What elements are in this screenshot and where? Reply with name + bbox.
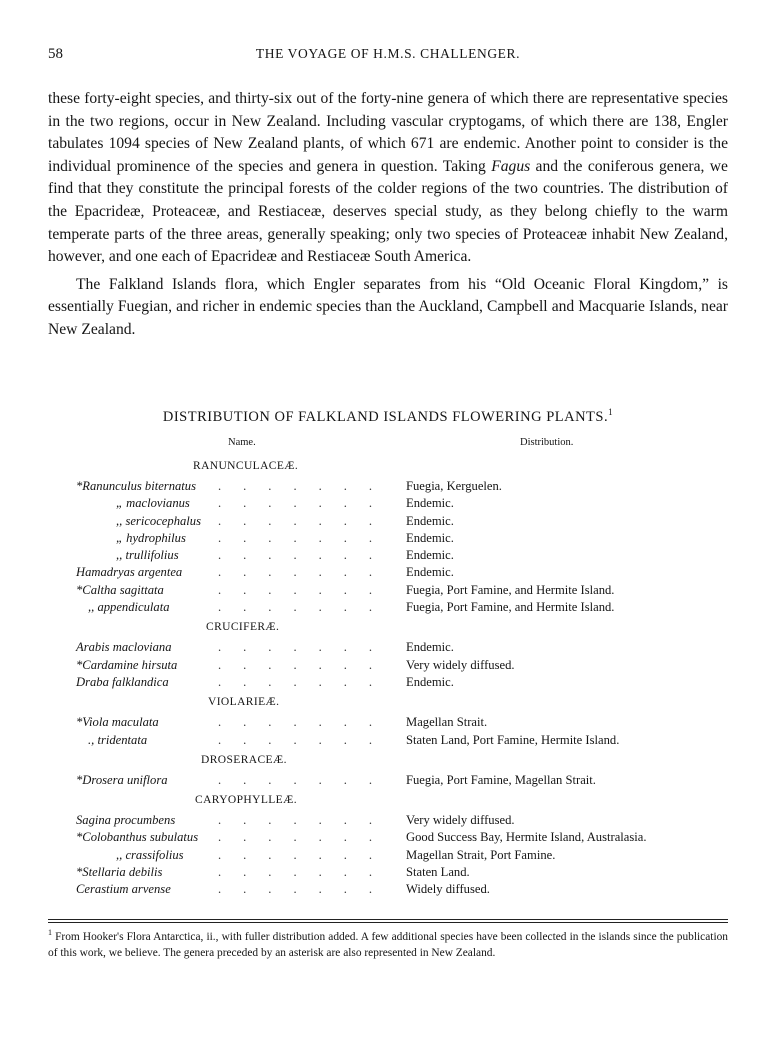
table-row [48, 478, 728, 495]
distribution-table [48, 455, 728, 899]
species-distribution: Widely diffused. [406, 882, 490, 897]
family-row [48, 455, 728, 478]
species-distribution: Fuegia, Port Famine, and Hermite Island. [406, 600, 615, 615]
species-distribution: Staten Land, Port Famine, Hermite Island. [406, 732, 620, 747]
table-title-footnote-mark: 1 [608, 407, 614, 417]
leader-dots: ....... [218, 496, 395, 511]
species-distribution: Fuegia, Kerguelen. [406, 479, 502, 493]
column-header-name: Name. [228, 437, 256, 448]
family-cruciferae: CRUCIFERÆ. [206, 621, 280, 634]
leader-dots: ....... [218, 715, 395, 730]
fagus-italic: Fagus [491, 157, 531, 175]
species-name: *Viola maculata [76, 715, 159, 730]
table-row [48, 564, 728, 581]
page-header [48, 46, 728, 68]
species-name: ,, appendiculata [88, 600, 170, 615]
leader-dots: ....... [218, 513, 395, 528]
species-distribution: Endemic. [406, 496, 454, 511]
table-row [48, 772, 728, 789]
species-name: ,, sericocephalus [116, 513, 201, 528]
table-row [48, 674, 728, 691]
species-distribution: Endemic. [406, 565, 454, 580]
species-name: Arabis macloviana [76, 640, 172, 655]
table-row [48, 547, 728, 564]
species-distribution: Endemic. [406, 548, 454, 563]
table-title-text: DISTRIBUTION OF FALKLAND ISLANDS FLOWERING PLANTS. [162, 408, 609, 425]
table-row [48, 847, 728, 864]
species-distribution: Magellan Strait. [406, 715, 488, 730]
leader-dots: ....... [218, 847, 395, 862]
species-name: „ hydrophilus [116, 530, 186, 545]
species-name: ,, trullifolius [116, 548, 179, 563]
paragraph-1-part-a: these forty-eight species, and thirty-six out of the forty-nine genera of which there are representative species in the two regions, occur in New Zealand. Including vascular cryptogams, of which there are 138, Engler tabulates 1094 species of New Zealand plants, of which 671 are endemic. Another point to consider is the individual prominence of the species and genera in question. Taking [48, 90, 728, 175]
species-distribution: Very widely diffused. [406, 813, 515, 828]
leader-dots: ....... [218, 479, 395, 493]
footnote-rule [48, 922, 728, 923]
species-distribution: Endemic. [406, 640, 454, 655]
species-distribution: Very widely diffused. [406, 657, 515, 672]
leader-dots: ....... [218, 530, 395, 545]
leader-dots: ....... [218, 882, 395, 897]
table-row [48, 599, 728, 616]
species-distribution: Staten Land. [406, 865, 470, 880]
footnote-mark: 1 [48, 928, 52, 937]
leader-dots: ....... [218, 640, 395, 655]
family-row [48, 691, 728, 714]
table-row [48, 864, 728, 881]
column-header-distribution: Distribution. [520, 437, 574, 448]
leader-dots: ....... [218, 772, 395, 787]
table-bottom-rule [48, 919, 728, 920]
species-name: *Ranunculus biternatus [76, 479, 196, 493]
leader-dots: ....... [218, 600, 395, 615]
leader-dots: ....... [218, 830, 395, 845]
table-title [48, 407, 728, 426]
family-row [48, 749, 728, 772]
table-row [48, 812, 728, 829]
table-row [48, 881, 728, 898]
species-name: Sagina procumbens [76, 813, 176, 828]
table-row [48, 732, 728, 749]
table-row [48, 530, 728, 547]
leader-dots: ....... [218, 813, 395, 828]
species-name: *Caltha sagittata [76, 582, 164, 597]
species-name: *Colobanthus subulatus [76, 830, 199, 845]
species-name: Draba falklandica [76, 674, 169, 689]
footnote-text: From Hooker's Flora Antarctica, ii., with fuller distribution added. A few additional species have been collected in the islands since the publication of this work, we believe. The genera preceded by an asterisk are also represented in New Zealand. [48, 930, 728, 960]
species-name: ., tridentata [88, 732, 148, 747]
table-row [48, 513, 728, 530]
family-droseraceae: DROSERACEÆ. [201, 753, 287, 766]
species-distribution: Endemic. [406, 530, 454, 545]
species-name: „ maclovianus [116, 496, 190, 511]
species-name: *Drosera uniflora [76, 772, 168, 787]
leader-dots: ....... [218, 674, 395, 689]
family-row [48, 789, 728, 812]
species-name: ,, crassifolius [116, 847, 184, 862]
table-row [48, 495, 728, 512]
page-number: 58 [48, 46, 63, 62]
paragraph-1-part-b: and the coniferous genera, we find that they constitute the principal forests of the colder regions of the two countries. The distribution of the Epacrideæ, Proteaceæ, and Restiaceæ, deserves special study, as they belong chiefly to the warm temperate parts of the three areas, generally speaking; only two species of Proteaceæ inhabit New Zealand, however, and one each of Epacrideæ and Restiaceæ South America. [48, 157, 728, 266]
table-row [48, 582, 728, 599]
species-distribution: Endemic. [406, 513, 454, 528]
species-name: *Stellaria debilis [76, 865, 163, 880]
family-violarieae: VIOLARIEÆ. [208, 696, 280, 709]
table-row [48, 657, 728, 674]
table-row [48, 714, 728, 731]
family-ranunculaceae: RANUNCULACEÆ. [193, 460, 299, 472]
family-row [48, 616, 728, 639]
species-distribution: Fuegia, Port Famine, and Hermite Island. [406, 582, 615, 597]
species-name: *Cardamine hirsuta [76, 657, 178, 672]
table-row [48, 829, 728, 846]
table-row [48, 639, 728, 656]
leader-dots: ....... [218, 865, 395, 880]
species-distribution: Good Success Bay, Hermite Island, Australasia. [406, 830, 647, 845]
footnote [48, 925, 728, 962]
leader-dots: ....... [218, 657, 395, 672]
species-distribution: Magellan Strait, Port Famine. [406, 847, 556, 862]
paragraph-2: The Falkland Islands flora, which Engler separates from his “Old Oceanic Floral Kingdom,” is essentially Fuegian, and richer in endemic species than the Auckland, Campbell and Macquarie Islands, near New Zealand. [48, 275, 728, 338]
body-text [48, 88, 728, 347]
running-title: THE VOYAGE OF H.M.S. CHALLENGER. [255, 46, 521, 61]
leader-dots: ....... [218, 548, 395, 563]
leader-dots: ....... [218, 565, 395, 580]
paragraph-1 [48, 88, 728, 269]
family-caryophylleae: CARYOPHYLLEÆ. [195, 794, 298, 807]
species-name: Cerastium arvense [76, 882, 171, 897]
species-distribution: Fuegia, Port Famine, Magellan Strait. [406, 772, 596, 787]
species-name: Hamadryas argentea [76, 565, 183, 580]
species-distribution: Endemic. [406, 674, 454, 689]
leader-dots: ....... [218, 582, 395, 597]
leader-dots: ....... [218, 732, 395, 747]
